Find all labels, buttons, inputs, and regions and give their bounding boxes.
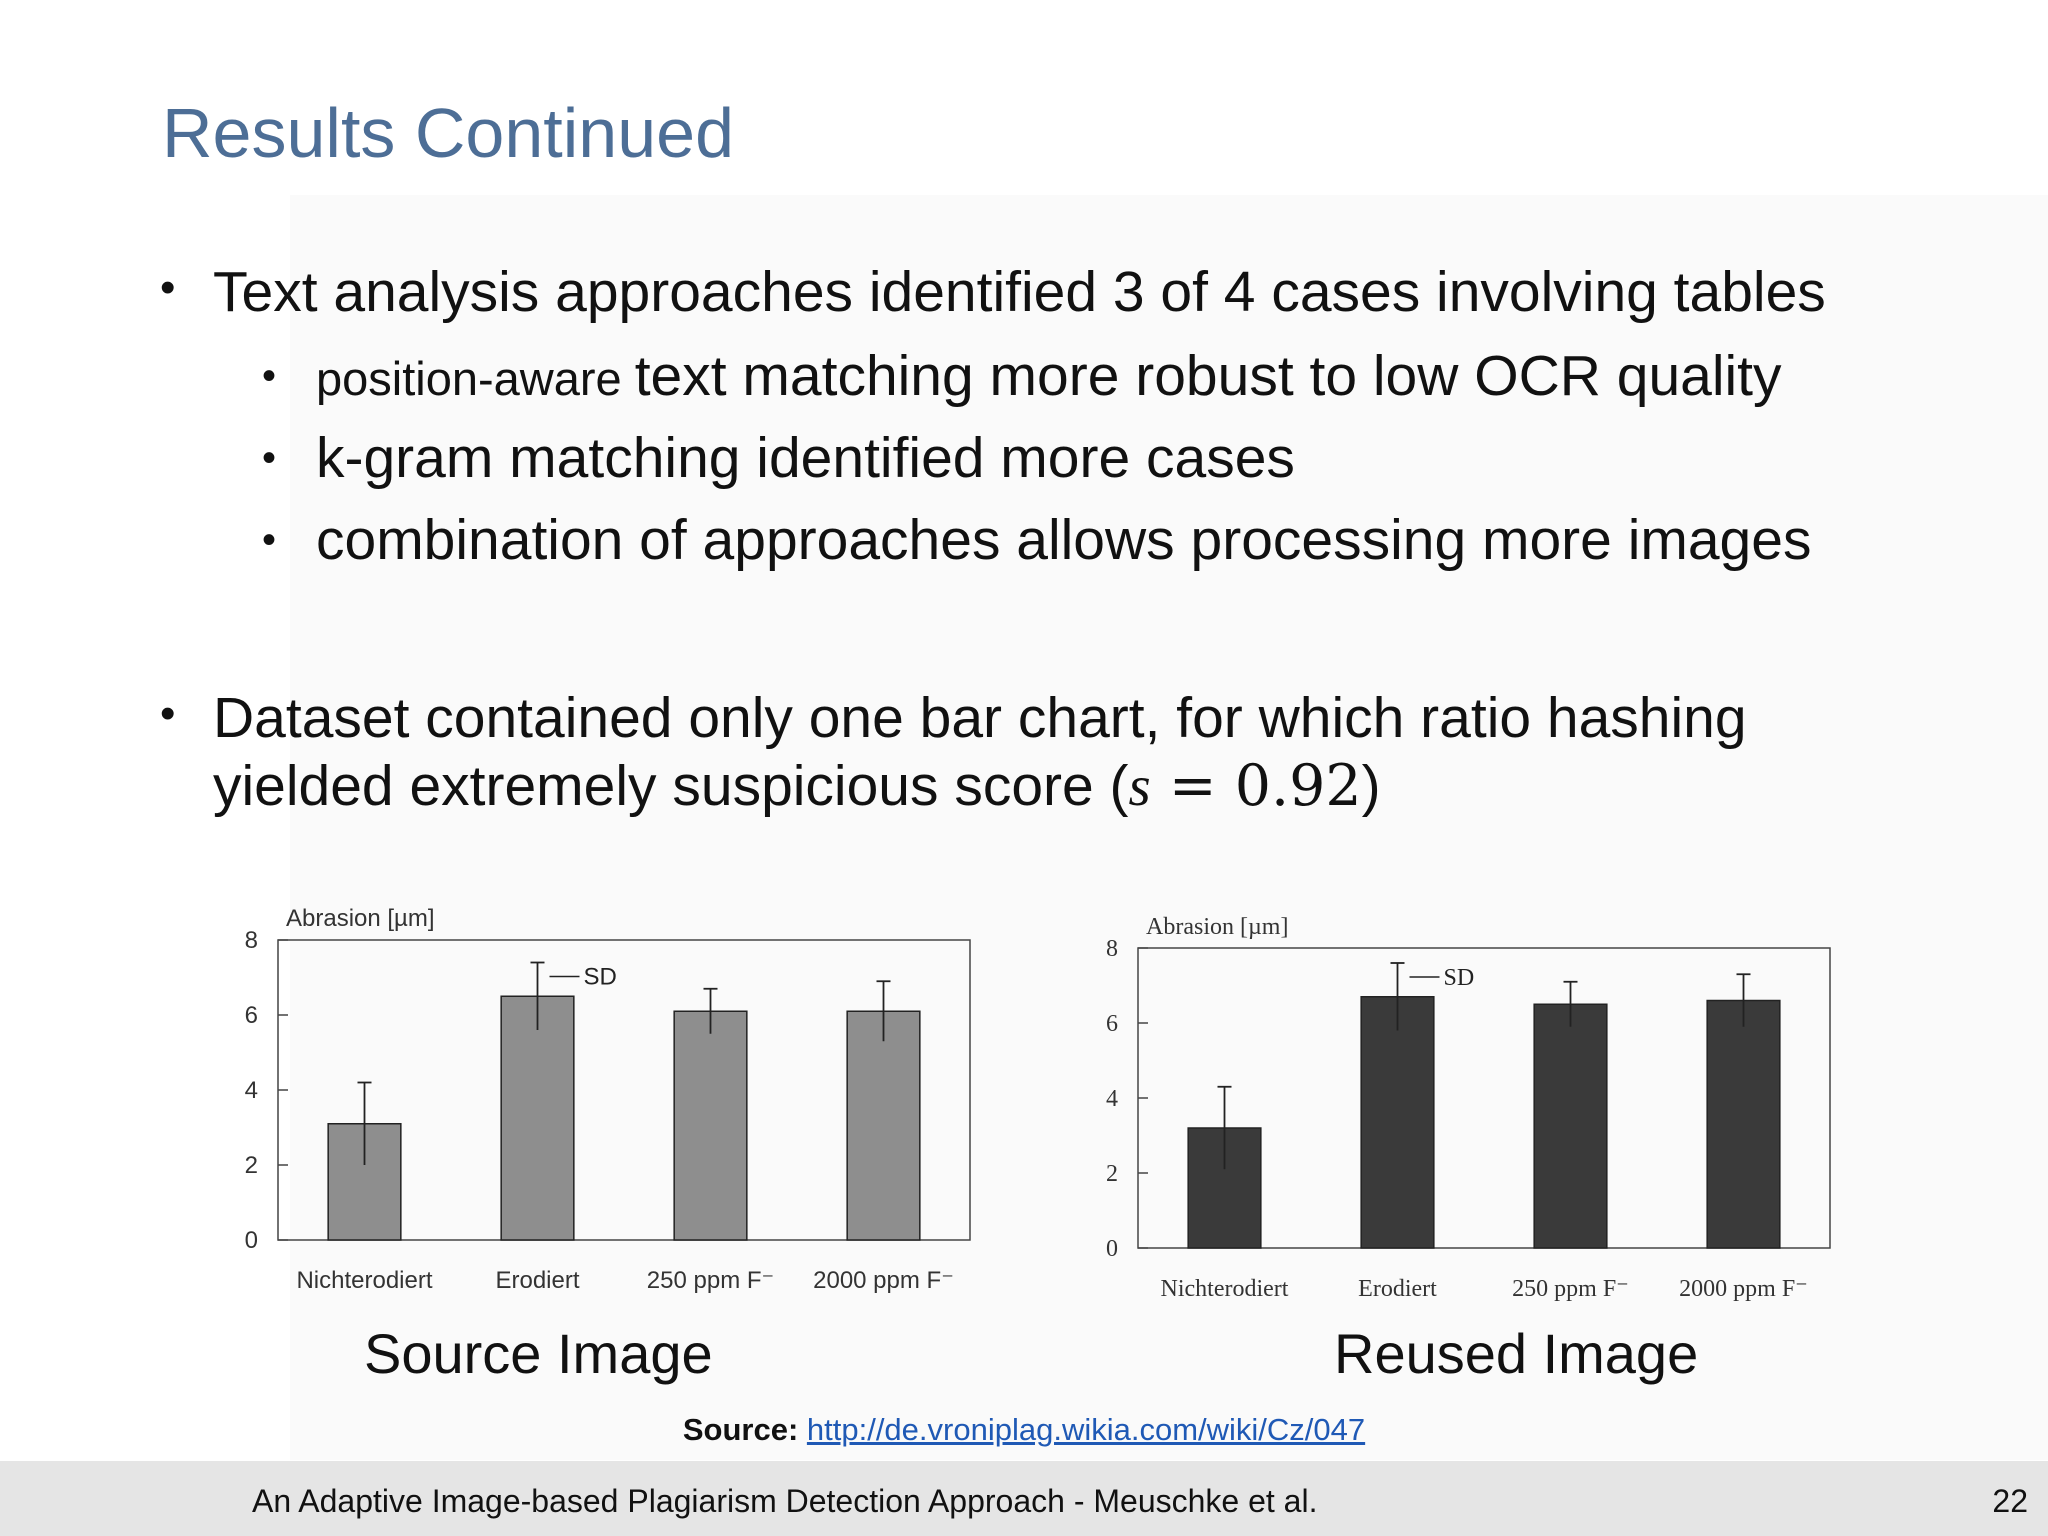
sub-bullet-marker: • — [262, 354, 277, 398]
bullet-marker: • — [160, 263, 176, 312]
y-tick-label: 8 — [244, 927, 258, 954]
slide-title: Results Continued — [162, 94, 734, 172]
source-link[interactable]: http://de.vroniplag.wikia.com/wiki/Cz/047 — [806, 1412, 1366, 1447]
bar — [847, 1011, 920, 1240]
y-axis-label: Abrasion [µm] — [1146, 914, 1289, 940]
bullet-text: Dataset contained only one bar chart, for which ratio hashing — [213, 686, 1747, 750]
bullet-text: Text analysis approaches identified 3 of 4 cases involving tables — [213, 260, 1826, 324]
bar — [674, 1011, 747, 1240]
y-tick-label: 6 — [1106, 1011, 1118, 1037]
y-tick-label: 2 — [244, 1152, 258, 1179]
y-axis-label: Abrasion [µm] — [286, 905, 435, 932]
y-tick-label: 6 — [244, 1002, 258, 1029]
source-citation — [0, 1414, 2048, 1445]
x-tick-label: Erodiert — [495, 1267, 580, 1294]
sub-bullet-marker: • — [262, 436, 277, 480]
sub-bullet-text: combination of approaches allows processing more images — [316, 508, 1812, 572]
y-tick-label: 0 — [244, 1227, 258, 1254]
reused-chart — [1080, 888, 1860, 1308]
x-tick-label: 2000 ppm F⁻ — [1679, 1276, 1808, 1302]
y-tick-label: 0 — [1106, 1236, 1118, 1262]
sd-legend-label: SD — [583, 963, 617, 991]
source-chart — [220, 880, 1000, 1300]
footer-text: An Adaptive Image-based Plagiarism Detection Approach - Meuschke et al. — [252, 1483, 1318, 1519]
sub-bullet-marker: • — [262, 518, 277, 562]
page-number: 22 — [1992, 1483, 2028, 1519]
x-tick-label: Nichterodiert — [1160, 1276, 1289, 1302]
bullet-marker: • — [160, 689, 176, 738]
sd-legend-label: SD — [1443, 965, 1475, 991]
bar-chart-source — [220, 880, 1000, 1300]
math-expression: s = 0.92 — [1128, 753, 1362, 819]
x-tick-label: Nichterodiert — [296, 1267, 433, 1294]
source-label: Source: — [682, 1412, 799, 1447]
y-tick-label: 8 — [1106, 936, 1118, 962]
y-tick-label: 4 — [1106, 1086, 1118, 1112]
x-tick-label: Erodiert — [1358, 1276, 1437, 1302]
bar — [1534, 1004, 1607, 1248]
bar-chart-reused — [1080, 888, 1860, 1308]
y-tick-label: 4 — [244, 1077, 258, 1104]
bullet-text-continued: yielded extremely suspicious score (s = 0.92) — [213, 753, 1381, 819]
sub-bullet-text: position-aware text matching more robust to low OCR quality — [316, 344, 1782, 408]
source-image-caption: Source Image — [364, 1322, 713, 1385]
bar — [501, 996, 574, 1240]
x-tick-label: 250 ppm F⁻ — [646, 1267, 775, 1294]
sub-bullet-text: k-gram matching identified more cases — [316, 426, 1295, 490]
bar — [1707, 1001, 1780, 1249]
x-tick-label: 250 ppm F⁻ — [1512, 1276, 1629, 1302]
reused-image-caption: Reused Image — [1334, 1322, 1699, 1385]
bar — [1361, 997, 1434, 1248]
x-tick-label: 2000 ppm F⁻ — [813, 1267, 954, 1294]
footer-bar — [0, 1461, 2048, 1536]
y-tick-label: 2 — [1106, 1161, 1118, 1187]
